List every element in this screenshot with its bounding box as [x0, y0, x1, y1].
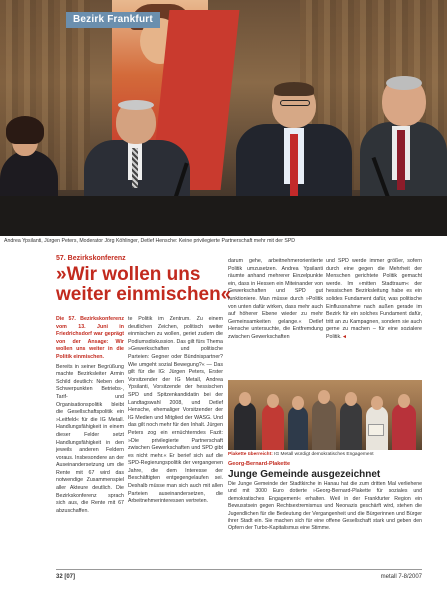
inset-text: Die Junge Gemeinde der Stadtkirche in Hanau hat die zum dritten Mal verliehene und mit 3000 Euro dotierte »Georg-Bernard-Plakette für soziales und demokratisches Engagement« erhalten. Weil in der Frankfurter Region ein Bewusstsein gegen Rechtsextremismus und Neonazis geschärft wird, stehen die Jugendlichen für die Bedeutung der Vergangenheit und die Bürgerinnen und Bürger ihrer Stadt ein. Sie machen sich für eine offene Gesellschaft stark und geben den Opfern der Turbo-Kapitalismus eine Stimme. [228, 481, 422, 532]
article-text: und SPD werde immer größer, sofern durch eine gegen die Mehrheit der Menschen gerichtete Politik gemacht werde. Im »mitten Stadtraum« der hessischen Bezirksleitung habe es ein solides Fundament dafür, was politische Einflussnahme nach außen gerade im Bezirk für ein solches Fundament dafür, tritt an zu Kampagnen, sondern sie auch gerne zu machen – für eine sozialere Politik. ◂ [326, 258, 422, 340]
person-hensche [360, 74, 447, 214]
inset-title: Junge Gemeinde ausgezeichnet [228, 469, 381, 480]
issue-label: metall 7-8/2007 [380, 574, 422, 580]
header-photo [0, 0, 447, 236]
inset-caption: Plakette überreicht: IG Metall würdigt demokratisches Engagement [228, 452, 374, 457]
photo-caption: Andrea Ypsilanti, Jürgen Peters, Moderator Jörg Köhlinger, Detlef Hensche: Keine privilegierte Partnerschaft mehr mit der SPD [4, 238, 296, 244]
article-lead: Die 57. Bezirkskonferenz vom 13. Juni in Friedrichsdorf war geprägt von der Ansage: Wir wollen uns weiter in die Politik einmischen. [56, 316, 124, 360]
section-badge: Bezirk Frankfurt [66, 12, 160, 28]
article-text: darum gehe, arbeitnehmerorientierte Politik umzusetzen. Andrea Ypsilanti räumte anhand mehrerer Einzelpunkte ein, dass in Hessen ein Miteinander von Gewerkschaften und SPD gut funktioniere. Man müsse durch »Politik von unten dafür wirken, dass mehr auch auf höherer Ebene wieder zu mehr Gemeinsamkeiten gelange.« Detlef Hensche untersuchte, die Entfremdung zwischen Gewerkschaften [228, 258, 323, 340]
award-photo [228, 380, 422, 450]
end-mark-icon: ◂ [343, 333, 346, 340]
article-text: te Politik im Zentrum. Zu einem deutlichen Zeichen, politisch weiter einmischen zu wollen, geriet zudem die Podiumsdiskussion. Das gilt fürs Thema »Gewerkschaften und politische Parteien: Gegner oder Bündnispartner? Wie umgeht sozial Bewegung?« — Das gilt für die IG: Jürgen Peters, Erster Vorsitzender der IG Metall, Andrea Ypsilanti, Vorsitzende der hessischen SPD und Spitzenkandidatin bei der Landtagswahl 2008, und Detlef Hensche, ehemaliger Vorsitzender der IG Medien und Mitglied der WASG. Und das gilt noch mehr für den Inhalt. Jürgen Peters zog ein ernüchterndes Fazit: »Die privilegierte Partnerschaft zwischen Gewerkschaften und SPD gibt es nicht mehr.« Er berief sich auf die SPD-Regierungspolitik der vergangenen Jahre, die dem Interesse der Beschäftigten entgegengelaufen sei. Deshalb müsse man sich auch mit allen Parteien auseinandersetzen, die Arbeitnehmerinteressen vertreten. [128, 316, 223, 505]
article-column-1 [56, 316, 124, 517]
podium-table [0, 196, 447, 236]
article-column-4 [326, 258, 422, 344]
page-number: 32 [07] [56, 574, 76, 580]
article-headline: »Wir wollen uns weiter einmischen« [56, 264, 232, 305]
article-text: Bereits in seiner Begrüßung machte Bezirksleiter Armin Schild deutlich: Neben den Schwerpunkten Betriebs-, Tarif- und Organisationspolitik bleibt die Gesellschaftspolitik ein »Leitfeld« für die IG Metall. Handlungsfähigkeit in einem dieser Felder setzt Handlungsfähigkeit in den jeweils anderen Feldern voraus. Insbesondere an der Auseinandersetzung um die Rente mit 67 wird das notwendige Zusammenspiel aller Akteure deutlich. Die Bezirkskonferenz sprach sich aus, die Rente mit 67 abzuschaffen. [56, 363, 124, 514]
inset-kicker: Georg-Bernard-Plakette [228, 461, 291, 467]
footer-rule [56, 569, 422, 570]
person-koehlinger [236, 84, 356, 214]
article-column-3 [228, 258, 323, 344]
award-inset [228, 380, 422, 562]
article-column-2 [128, 316, 223, 508]
article-kicker: 57. Bezirkskonferenz [56, 255, 126, 262]
